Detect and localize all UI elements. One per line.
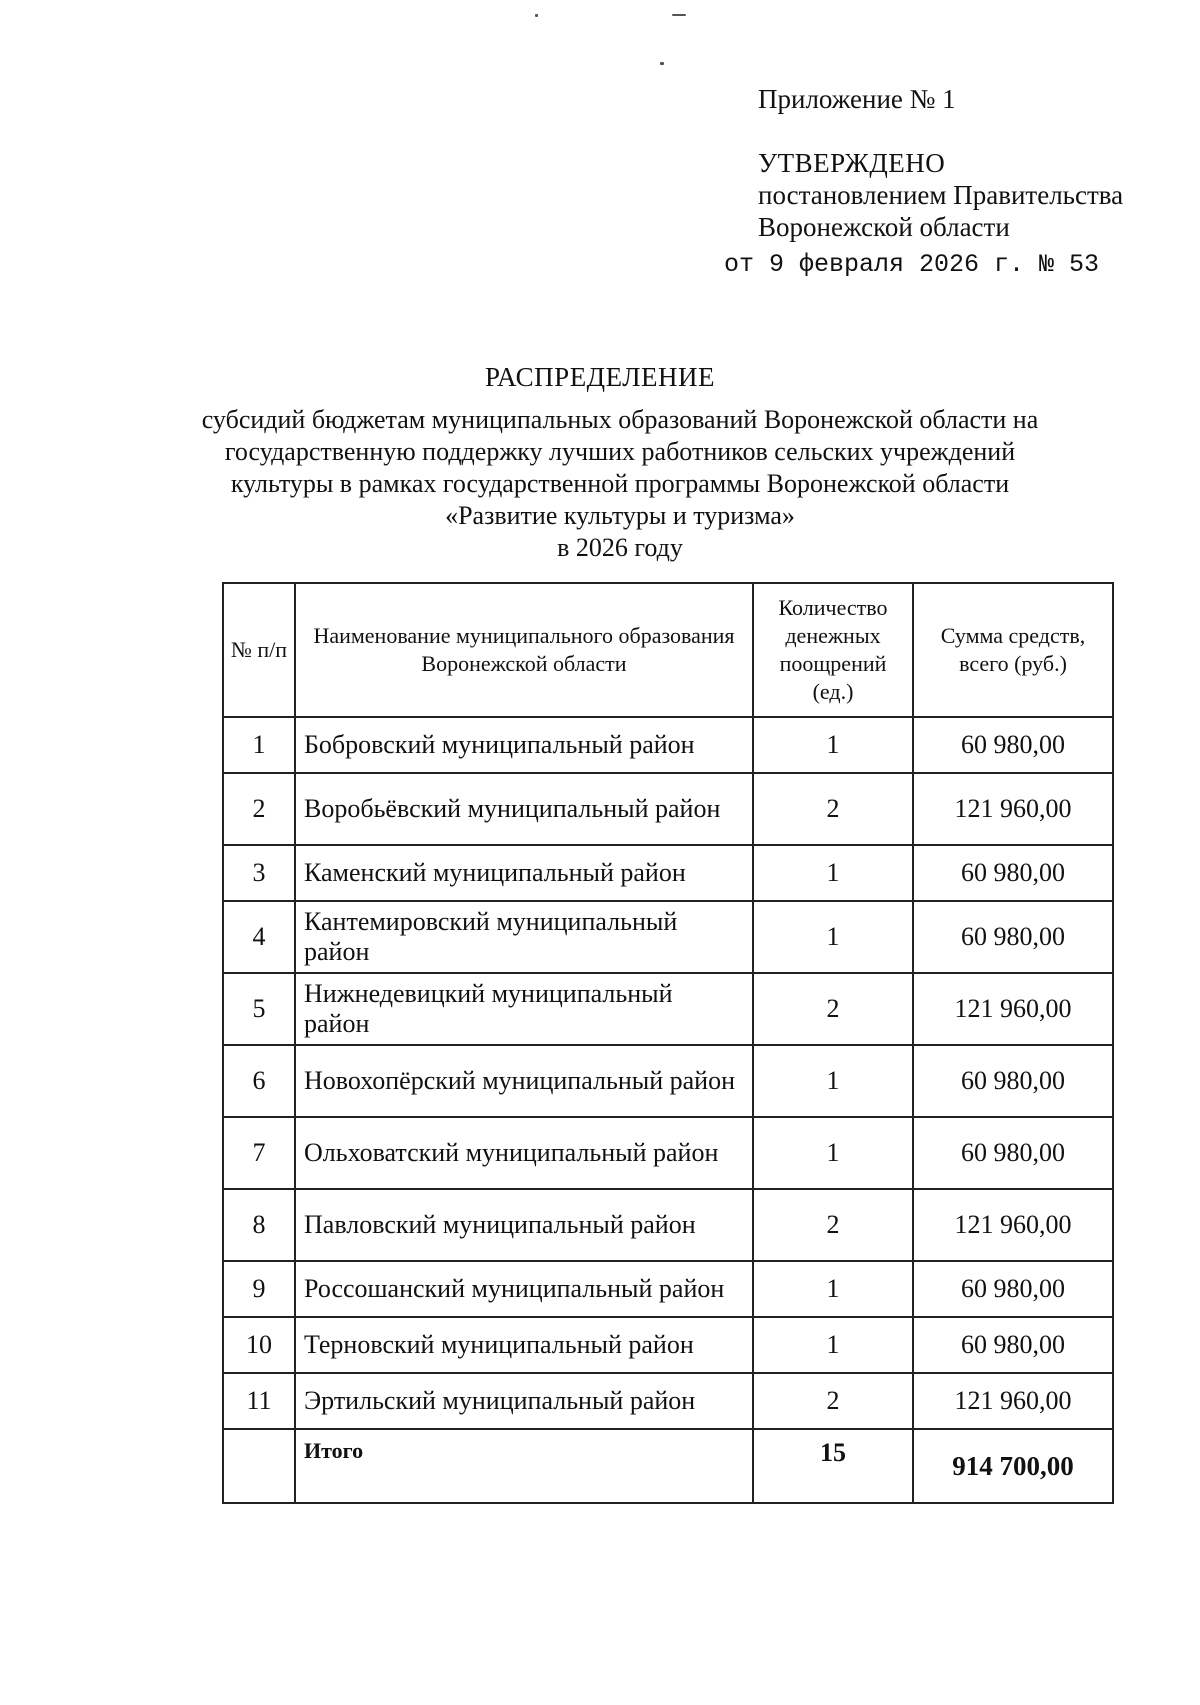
row-count: 1 <box>753 1045 913 1117</box>
header-sum: Сумма средств, всего (руб.) <box>913 583 1113 717</box>
row-num: 3 <box>223 845 295 901</box>
table-row <box>223 1373 1113 1429</box>
document-subtitle <box>200 404 1040 564</box>
header-num: № п/п <box>223 583 295 717</box>
total-count: 15 <box>753 1429 913 1503</box>
table-row <box>223 973 1113 1045</box>
row-count: 1 <box>753 717 913 773</box>
total-row <box>223 1429 1113 1503</box>
row-name: Эртильский муниципальный район <box>295 1373 753 1429</box>
row-count: 1 <box>753 1317 913 1373</box>
approved-heading: УТВЕРЖДЕНО <box>758 148 946 178</box>
row-sum: 60 980,00 <box>913 1045 1113 1117</box>
row-num: 1 <box>223 717 295 773</box>
approved-line-1: постановлением Правительства <box>758 180 1124 210</box>
row-name: Бобровский муниципальный район <box>295 717 753 773</box>
table-row <box>223 1045 1113 1117</box>
row-sum: 60 980,00 <box>913 1117 1113 1189</box>
total-sum: 914 700,00 <box>913 1429 1113 1503</box>
appendix-label: Приложение № 1 <box>758 84 956 114</box>
scan-speck <box>660 62 664 65</box>
scan-speck <box>535 14 538 17</box>
header-count: Количество денежных поощрений (ед.) <box>753 583 913 717</box>
table-row <box>223 901 1113 973</box>
subtitle-line: «Развитие культуры и туризма» <box>445 501 795 530</box>
subtitle-line: в 2026 году <box>557 533 683 562</box>
row-count: 2 <box>753 1189 913 1261</box>
document-title: РАСПРЕДЕЛЕНИЕ <box>484 362 716 392</box>
row-num: 6 <box>223 1045 295 1117</box>
row-num: 7 <box>223 1117 295 1189</box>
subtitle-line: культуры в рамках государственной программы Воронежской области <box>230 469 1010 498</box>
approved-line-2: Воронежской области <box>758 212 1010 242</box>
row-num: 9 <box>223 1261 295 1317</box>
row-num: 8 <box>223 1189 295 1261</box>
row-name: Кантемировский муниципальный район <box>295 901 753 973</box>
table-row <box>223 1189 1113 1261</box>
row-name: Россошанский муниципальный район <box>295 1261 753 1317</box>
decree-date: от 9 февраля 2026 г. № 53 <box>724 250 1100 279</box>
row-count: 1 <box>753 1117 913 1189</box>
table-row <box>223 773 1113 845</box>
row-num: 4 <box>223 901 295 973</box>
header-name: Наименование муниципального образования Воронежской области <box>295 583 753 717</box>
table-row <box>223 1261 1113 1317</box>
row-sum: 60 980,00 <box>913 717 1113 773</box>
table-row <box>223 1117 1113 1189</box>
row-name: Каменский муниципальный район <box>295 845 753 901</box>
row-count: 2 <box>753 973 913 1045</box>
table-header-row <box>223 583 1113 717</box>
row-sum: 121 960,00 <box>913 1189 1113 1261</box>
row-name: Ольховатский муниципальный район <box>295 1117 753 1189</box>
table-row <box>223 1317 1113 1373</box>
approval-stamp <box>758 147 1123 243</box>
row-sum: 60 980,00 <box>913 845 1113 901</box>
row-count: 1 <box>753 845 913 901</box>
distribution-table <box>222 582 1114 1504</box>
total-label: Итого <box>295 1429 753 1503</box>
row-name: Нижнедевицкий муниципальный район <box>295 973 753 1045</box>
row-sum: 60 980,00 <box>913 1317 1113 1373</box>
total-num-cell <box>223 1429 295 1503</box>
row-name: Новохопёрский муниципальный район <box>295 1045 753 1117</box>
row-num: 11 <box>223 1373 295 1429</box>
row-count: 1 <box>753 901 913 973</box>
table-row <box>223 845 1113 901</box>
row-num: 10 <box>223 1317 295 1373</box>
scan-speck <box>672 14 686 16</box>
row-sum: 121 960,00 <box>913 973 1113 1045</box>
row-name: Воробьёвский муниципальный район <box>295 773 753 845</box>
subtitle-line: государственную поддержку лучших работников сельских учреждений <box>224 437 1016 466</box>
row-num: 2 <box>223 773 295 845</box>
row-count: 2 <box>753 773 913 845</box>
row-sum: 60 980,00 <box>913 1261 1113 1317</box>
row-sum: 60 980,00 <box>913 901 1113 973</box>
row-num: 5 <box>223 973 295 1045</box>
row-count: 1 <box>753 1261 913 1317</box>
row-count: 2 <box>753 1373 913 1429</box>
row-sum: 121 960,00 <box>913 1373 1113 1429</box>
row-name: Павловский муниципальный район <box>295 1189 753 1261</box>
row-name: Терновский муниципальный район <box>295 1317 753 1373</box>
table-row <box>223 717 1113 773</box>
row-sum: 121 960,00 <box>913 773 1113 845</box>
subtitle-line: субсидий бюджетам муниципальных образований Воронежской области на <box>201 405 1039 434</box>
